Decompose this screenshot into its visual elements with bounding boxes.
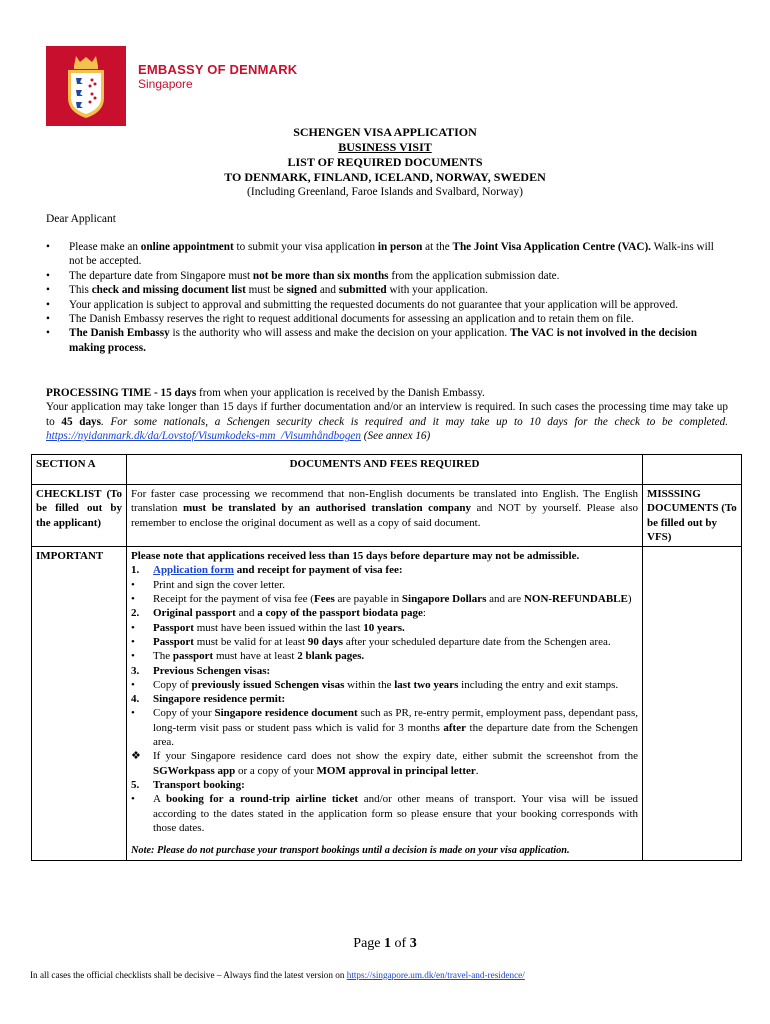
document-title — [0, 125, 770, 200]
list-item: • This check and missing document list must be signed and submitted with your application. — [46, 283, 726, 297]
footnote: In all cases the official checklists shall be decisive – Always find the latest version on https://singapore.um.dk/en/travel-and-residence/ — [30, 970, 525, 980]
title-line1: SCHENGEN VISA APPLICATION — [293, 125, 477, 139]
list-item: • Your application is subject to approval and submitting the requested documents do not guarantee that your application will be approved. — [46, 298, 726, 312]
missing-header — [643, 455, 742, 485]
title-line5: (Including Greenland, Faroe Islands and Svalbard, Norway) — [247, 186, 523, 198]
checklist-label: CHECKLIST (To be filled out by the applicant) — [32, 485, 127, 547]
missing-documents-label: MISSSING DOCUMENTS (To be filled out by VFS) — [643, 485, 742, 547]
visa-handbook-link[interactable]: https://nyidanmark.dk/da/Lovstof/Visumkodeks-mm_/Visumhåndbogen — [46, 430, 361, 443]
docs-header: DOCUMENTS AND FEES REQUIRED — [127, 455, 643, 485]
important-label: IMPORTANT — [32, 547, 127, 861]
title-line3: LIST OF REQUIRED DOCUMENTS — [287, 155, 483, 169]
list-item: • The Danish Embassy is the authority who will assess and make the decision on your application. The VAC is not involved in the decision making process. — [46, 326, 726, 355]
coat-of-arms-icon — [46, 46, 126, 126]
requirements-cell: Please note that applications received less than 15 days before departure may not be admissible. 1. Application form and receipt for payment of visa fee: • Print and sign the cover letter. • Receipt for the payment of visa fee (Fees are payable in Singapore Dollars and are NON-REFUNDABLE) 2. Original passport and a copy of the passport biodata page: • Passport must have been issued within the last 10 years. • Passport must be valid for at least 90 days after your scheduled departure date from the Schengen area. • The passport must have at least 2 blank pages. 3. Previous Schengen visas: • Copy of previously issued Schengen visas within the last two years including the entry and exit stamps. 4. Singapore residence permit: • Copy of your Singapore residence document such as PR, re-entry permit, employment pass, dependant pass, long-term visit pass or student pass which is valid for 3 months after the departure date from the Schengen area. ❖ If your Singapore residence card does not show the expiry date, either submit the screenshot from the SGWorkpass app or a copy of your MOM approval in principal letter. 5. Transport booking: • A booking for a round-trip airline ticket and/or other means of transport. Your visa will be issued according to the dates stated in the application form so please ensure that your booking corresponds with those dates. Note: Please do not purchase your transport bookings until a decision is made on your visa application. — [127, 547, 643, 861]
embassy-name — [138, 62, 297, 91]
documents-table — [31, 454, 742, 861]
list-item: • The departure date from Singapore must not be more than six months from the application submission date. — [46, 269, 726, 283]
list-item: • Please make an online appointment to submit your visa application in person at the The Joint Visa Application Centre (VAC). Walk-ins will not be accepted. — [46, 240, 726, 269]
transport-note: Note: Please do not purchase your transport bookings until a decision is made on your visa application. — [131, 845, 570, 857]
section-header: SECTION A — [32, 455, 127, 485]
processing-time: PROCESSING TIME - 15 days from when your application is received by the Danish Embassy. Your application may take longer than 15 days if further documentation and/or an interview is required. In such cases the processing time may take up to 45 days. For some nationals, a Schengen security check is required and it may take up to 10 days for the check to be completed. https://nyidanmark.dk/da/Lovstof/Visumkodeks-mm_/Visumhåndbogen (See annex 16) — [46, 387, 728, 443]
diamond-bullet-icon: ❖ — [131, 750, 141, 763]
missing-documents-cell — [643, 547, 742, 861]
greeting: Dear Applicant — [46, 213, 116, 225]
org-name: EMBASSY OF DENMARK — [138, 62, 298, 77]
embassy-website-link[interactable]: https://singapore.um.dk/en/travel-and-residence/ — [346, 970, 525, 980]
application-form-link[interactable]: Application form — [153, 564, 234, 577]
checklist-text: For faster case processing we recommend that non-English documents be translated into English. The English translation must be translated by an authorised translation company and NOT by yourself. Please also remember to enclose the original document as well as a copy of said document. — [127, 485, 643, 547]
instruction-list — [46, 240, 726, 355]
embassy-logo — [46, 46, 126, 126]
title-line2: BUSINESS VISIT — [338, 140, 432, 154]
org-city: Singapore — [138, 77, 193, 91]
title-line4: TO DENMARK, FINLAND, ICELAND, NORWAY, SWEDEN — [224, 170, 546, 184]
page-number: Page 1 of 3 — [353, 936, 417, 951]
list-item: • The Danish Embassy reserves the right to request additional documents for assessing an application and to retain them on file. — [46, 312, 726, 326]
